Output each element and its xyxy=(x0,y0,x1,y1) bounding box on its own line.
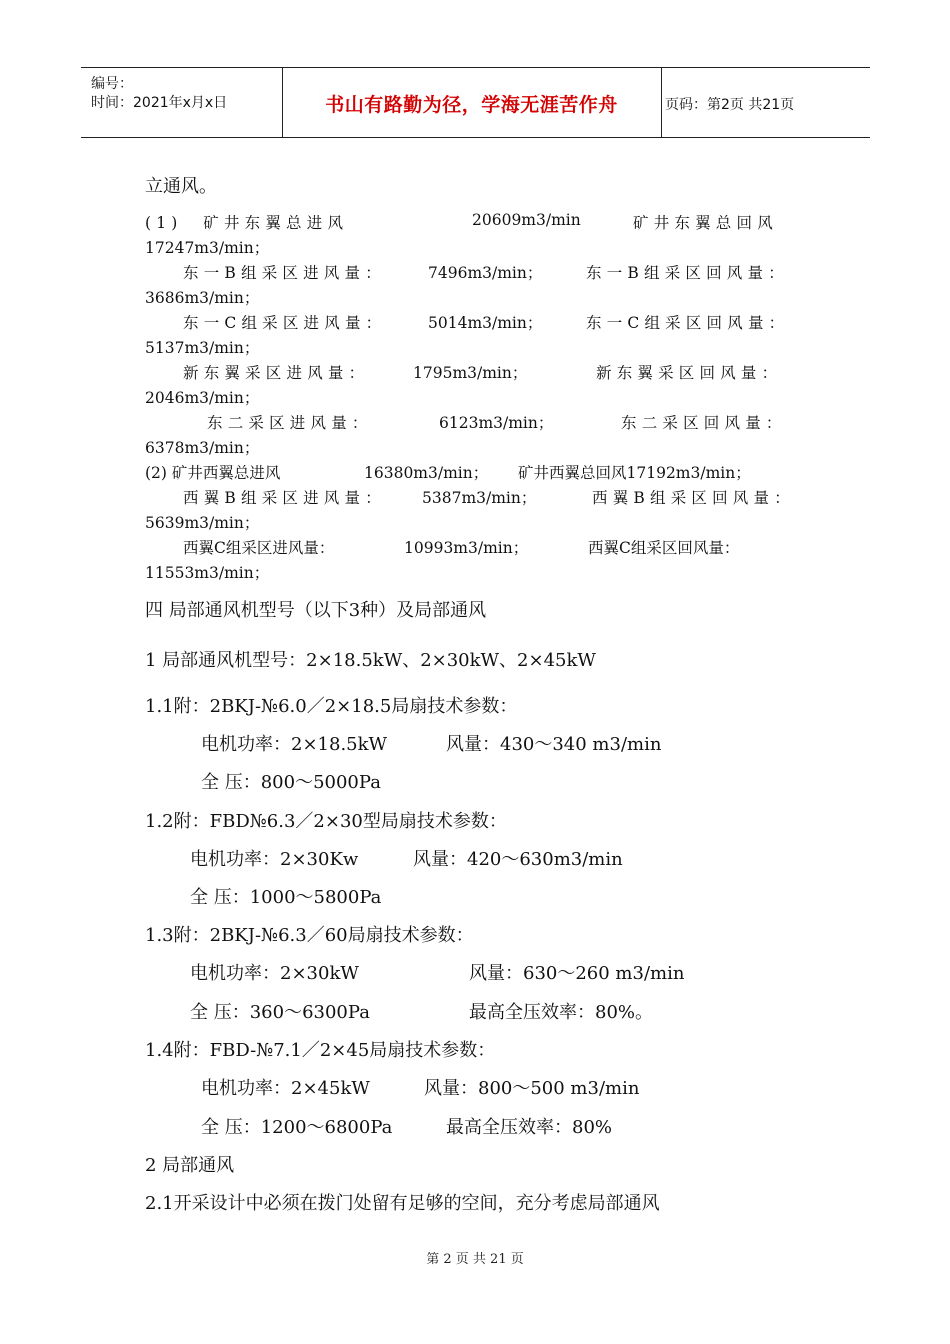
text-line: 东一C组采区进风量： xyxy=(183,314,387,332)
text-line: 2.1开采设计中必须在拨门处留有足够的空间，充分考虑局部通风 xyxy=(145,1193,660,1214)
text-line: 6378m3/min； xyxy=(145,439,260,457)
text-line: 1 局部通风机型号：2×18.5kW、2×30kW、2×45kW xyxy=(145,650,596,671)
text-line: 1.1附：2BKJ-№6.0／2×18.5局扇技术参数： xyxy=(145,696,518,717)
header-motto-cell xyxy=(282,68,662,137)
page-header xyxy=(81,67,870,138)
text-line: 风量：430～340 m3/min xyxy=(446,734,662,755)
text-line: 矿井西翼总回风17192m3/min； xyxy=(518,464,751,482)
text-line: 东一B组采区回风量： xyxy=(586,264,789,282)
text-line: (1) 矿井东翼总进风 xyxy=(145,214,349,232)
text-line: 风量：630～260 m3/min xyxy=(469,963,685,984)
text-line: 西翼B组采区进风量： xyxy=(183,489,386,507)
section-heading: 2 局部通风 xyxy=(145,1155,235,1176)
text-line: 1.2附：FBD№6.3／2×30型局扇技术参数： xyxy=(145,811,507,832)
text-line: 16380m3/min； xyxy=(364,464,489,482)
text-line: 11553m3/min； xyxy=(145,564,270,582)
text-line: 最高全压效率：80% xyxy=(446,1117,613,1138)
header-meta-cell xyxy=(81,68,283,137)
text-line: 东二采区进风量： xyxy=(207,414,373,432)
document-date: 时间：2021年x月x日 xyxy=(91,95,228,111)
page-footer: 第 2 页 共 21 页 xyxy=(426,1252,524,1267)
text-line: 2046m3/min； xyxy=(145,389,260,407)
text-line: 立通风。 xyxy=(145,176,217,197)
text-line: 东二采区回风量： xyxy=(621,414,787,432)
text-line: 10993m3/min； xyxy=(404,539,529,557)
text-line: 西翼B组采区回风量： xyxy=(592,489,795,507)
header-motto: 书山有路勤为径，学海无涯苦作舟 xyxy=(325,94,618,116)
text-line: 7496m3/min； xyxy=(428,264,543,282)
text-line: 1.3附：2BKJ-№6.3／60局扇技术参数： xyxy=(145,925,474,946)
text-line: 全 压：1200～6800Pa xyxy=(201,1117,393,1138)
text-line: 全 压：360～6300Pa xyxy=(190,1002,370,1023)
text-line: 风量：800～500 m3/min xyxy=(424,1078,640,1099)
text-line: 全 压：1000～5800Pa xyxy=(190,887,382,908)
text-line: 全 压：800～5000Pa xyxy=(201,772,381,793)
text-line: 6123m3/min； xyxy=(439,414,554,432)
text-line: 新东翼采区回风量： xyxy=(596,364,783,382)
text-line: 电机功率：2×45kW xyxy=(201,1078,370,1099)
text-line: (2) 矿井西翼总进风 xyxy=(145,464,281,482)
text-line: 电机功率：2×30kW xyxy=(190,963,359,984)
text-line: 电机功率：2×18.5kW xyxy=(201,734,388,755)
text-line: 5387m3/min； xyxy=(422,489,537,507)
text-line: 东一B组采区进风量： xyxy=(183,264,386,282)
text-line: 3686m3/min； xyxy=(145,289,260,307)
header-page-info: 页码：第2页 共21页 xyxy=(665,97,795,113)
text-line: 西翼C组采区回风量： xyxy=(588,539,740,557)
text-line: 风量：420～630m3/min xyxy=(413,849,623,870)
text-line: 5014m3/min； xyxy=(428,314,543,332)
document-number-label: 编号： xyxy=(91,76,133,92)
text-line: 1.4附：FBD-№7.1／2×45局扇技术参数： xyxy=(145,1040,496,1061)
text-line: 东一C组采区回风量： xyxy=(586,314,790,332)
text-line: 新东翼采区进风量： xyxy=(183,364,370,382)
text-line: 西翼C组采区进风量： xyxy=(183,539,335,557)
text-line: 最高全压效率：80%。 xyxy=(469,1002,654,1023)
section-heading: 四 局部通风机型号（以下3种）及局部通风 xyxy=(145,600,487,621)
text-line: 5137m3/min； xyxy=(145,339,260,357)
text-line: 17247m3/min； xyxy=(145,239,270,257)
text-line: 电机功率：2×30Kw xyxy=(190,849,359,870)
text-line: 20609m3/min xyxy=(472,211,581,229)
text-line: 矿井东翼总回风 xyxy=(633,214,778,232)
header-page-cell xyxy=(661,68,870,137)
text-line: 5639m3/min； xyxy=(145,514,260,532)
text-line: 1795m3/min； xyxy=(413,364,528,382)
